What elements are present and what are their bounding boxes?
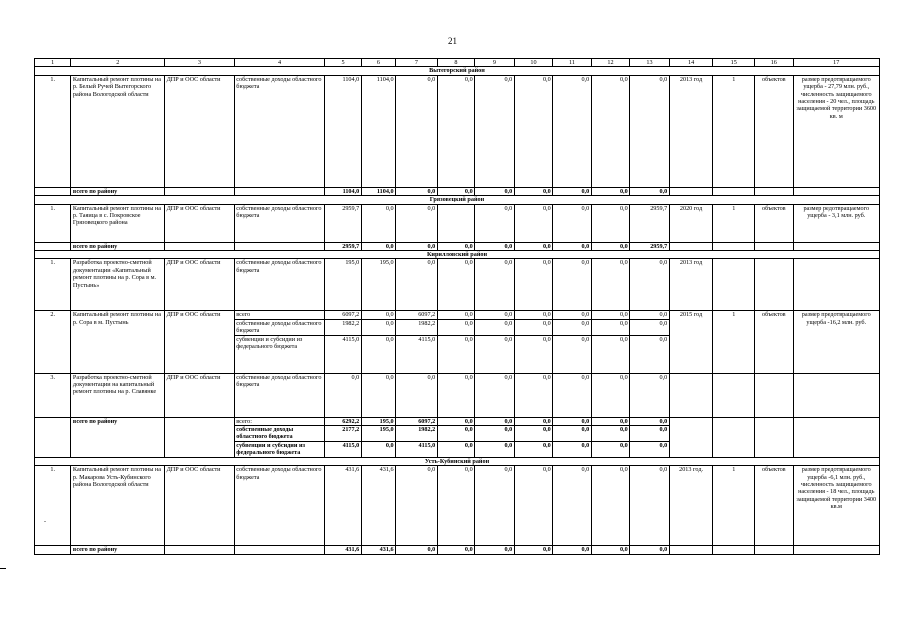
value-cell: 0,0 [553,204,592,242]
value-cell: 195,0 [361,259,395,311]
value-cell: 0,0 [630,546,670,554]
value-cell: 0,0 [591,311,630,319]
value-cell: 0,0 [553,311,592,319]
value-cell: 0,0 [437,426,474,442]
total-label: всего по району [71,187,165,195]
value-cell: 195,0 [325,259,361,311]
value-cell: 0,0 [361,373,395,417]
value-cell: 0,0 [514,204,553,242]
value-cell: 0,0 [361,319,395,335]
funding-source: всего: [234,417,325,425]
executor: ДПР и ООС области [165,259,235,311]
value-cell: 0,0 [437,373,474,417]
value-cell: 0,0 [475,466,515,546]
value-cell: 0,0 [630,187,670,195]
project-name: Капитальный ремонт плотины на р. Таяица в с. Покровское Грязовецкого района [71,204,165,242]
value-cell: 6097,2 [325,311,361,319]
value-cell: 0,0 [437,417,474,425]
value-cell: 4115,0 [325,441,361,457]
district-total-row [35,417,880,425]
value-cell: 0,0 [475,335,515,373]
value-cell: 0,0 [591,242,630,250]
value-cell: 2959,7 [630,242,670,250]
value-cell: 0,0 [396,242,438,250]
value-cell: 0,0 [396,259,438,311]
value-cell: 2959,7 [325,204,361,242]
value-cell: 0,0 [437,466,474,546]
value-cell: 0,0 [630,466,670,546]
value-cell: 0,0 [514,187,553,195]
value-cell: 6292,2 [325,417,361,425]
executor: ДПР и ООС области [165,204,235,242]
funding-source: субвенции и субсидии из федерального бюджета [234,441,325,457]
value-cell: 0,0 [514,242,553,250]
value-cell: 0,0 [553,75,592,187]
table-row [35,75,880,187]
value-cell: 0,0 [553,546,592,554]
indicator-cell: размер предотвращаемого ущерба -16,2 млн. руб. [793,311,879,373]
column-header: 9 [475,59,515,67]
value-cell: 6097,2 [396,417,438,425]
value-cell: 0,0 [325,373,361,417]
value-cell: 0,0 [514,335,553,373]
value-cell: 0,0 [514,441,553,457]
value-cell: 0,0 [514,373,553,417]
count-cell: 1 [713,311,755,373]
funding-source: собственные доходы областного бюджета [234,373,325,417]
table-row [35,259,880,311]
value-cell: 0,0 [514,311,553,319]
funding-source: собственные доходы областного бюджета [234,259,325,311]
value-cell: 0,0 [514,319,553,335]
row-number: 3. [35,373,71,417]
year-cell: 2020 год [669,204,713,242]
value-cell: 2959,7 [325,242,361,250]
value-cell: 4115,0 [396,335,438,373]
funding-source: субвенции и субсидии из федерального бюджета [234,335,325,373]
value-cell: 0,0 [630,311,670,319]
value-cell: 0,0 [475,441,515,457]
value-cell: 0,0 [630,259,670,311]
column-header: 10 [514,59,553,67]
executor: ДПР и ООС области [165,373,235,417]
value-cell: 0,0 [475,319,515,335]
value-cell: 0,0 [437,242,474,250]
value-cell: 0,0 [553,319,592,335]
funding-source: собственные доходы областного бюджета [234,319,325,335]
count-cell: 1 [713,204,755,242]
value-cell: 0,0 [437,75,474,187]
value-cell: 0,0 [553,242,592,250]
value-cell: 0,0 [553,466,592,546]
value-cell: 0,0 [514,426,553,442]
column-header: 8 [437,59,474,67]
value-cell: 1982,2 [396,319,438,335]
district-total-row [35,187,880,195]
value-cell: 0,0 [630,417,670,425]
value-cell: 0,0 [591,373,630,417]
column-header: 5 [325,59,361,67]
value-cell: 0,0 [475,242,515,250]
value-cell: 431,6 [325,466,361,546]
unit-cell: объектов [755,204,794,242]
value-cell: 0,0 [591,335,630,373]
column-header: 11 [553,59,592,67]
unit-cell: объектов [755,311,794,373]
value-cell: 0,0 [437,187,474,195]
value-cell: 0,0 [475,75,515,187]
value-cell: 195,0 [361,426,395,442]
table-row [35,466,880,546]
value-cell: 0,0 [630,75,670,187]
value-cell: 0,0 [553,373,592,417]
value-cell: 0,0 [591,417,630,425]
column-header: 6 [361,59,395,67]
column-header: 4 [234,59,325,67]
value-cell: 0,0 [553,441,592,457]
value-cell: 1982,2 [325,319,361,335]
value-cell: 0,0 [630,426,670,442]
funding-source: собственные доходы областного бюджета [234,75,325,187]
value-cell: 0,0 [591,426,630,442]
value-cell: 0,0 [591,319,630,335]
program-table [34,58,880,555]
row-number: 1. [35,75,71,187]
value-cell: 0,0 [591,546,630,554]
margin-line [0,568,6,569]
value-cell: 0,0 [475,426,515,442]
value-cell: 0,0 [514,466,553,546]
total-label: всего по району [71,242,165,250]
unit-cell: объектов [755,75,794,187]
value-cell: 4115,0 [396,441,438,457]
value-cell: 0,0 [437,546,474,554]
value-cell: 0,0 [475,546,515,554]
value-cell: 0,0 [514,546,553,554]
row-number: 1. [35,259,71,311]
column-header: 16 [755,59,794,67]
project-name: Капитальный ремонт плотины на р. Сора в м. Пустынь [71,311,165,373]
value-cell: 0,0 [514,75,553,187]
value-cell [437,204,474,242]
value-cell: 0,0 [396,204,438,242]
value-cell: 0,0 [396,75,438,187]
value-cell: 0,0 [437,441,474,457]
count-cell: 1 [713,75,755,187]
value-cell: 0,0 [361,242,395,250]
table-row [35,204,880,242]
project-name: Разработка проектно-сметной документации «Капитальный ремонт плотины на р. Сора в м. Пустынь» [71,259,165,311]
value-cell: 1104,0 [325,187,361,195]
value-cell: 0,0 [514,259,553,311]
year-cell: 2015 год [669,311,713,373]
value-cell: 431,6 [361,546,395,554]
row-number: 1. [35,466,71,546]
value-cell: 0,0 [396,466,438,546]
column-header: 17 [793,59,879,67]
stray-mark: . [44,515,46,524]
value-cell: 0,0 [553,259,592,311]
value-cell: 0,0 [591,187,630,195]
value-cell: 1982,2 [396,426,438,442]
executor: ДПР и ООС области [165,311,235,373]
value-cell: 0,0 [437,319,474,335]
district-total-row [35,242,880,250]
column-header: 1 [35,59,71,67]
value-cell: 1104,0 [361,187,395,195]
value-cell: 0,0 [553,187,592,195]
value-cell: 0,0 [553,417,592,425]
value-cell: 0,0 [396,373,438,417]
funding-source: собственные доходы областного бюджета [234,204,325,242]
total-label: всего по району [71,546,165,554]
value-cell: 0,0 [553,426,592,442]
value-cell: 0,0 [591,75,630,187]
value-cell: 1104,0 [325,75,361,187]
project-name: Капитальный ремонт плотины на р. Белый Ручей Вытегорского района Вологодской области [71,75,165,187]
project-name: Капитальный ремонт плотины на р. Макарова Усть-Кубинского района Вологодской области [71,466,165,546]
value-cell: 0,0 [591,441,630,457]
funding-source: всего [234,311,325,319]
value-cell: 4115,0 [325,335,361,373]
executor: ДПР и ООС области [165,466,235,546]
value-cell: 0,0 [361,335,395,373]
executor: ДПР и ООС области [165,75,235,187]
count-cell: 1 [713,466,755,546]
indicator-cell: размер предотвращаемого ущерба -6,1 млн. руб., численность защищаемого населения - 18 чел., площадь защищаемой территории 3400 кв.м [793,466,879,546]
value-cell: 0,0 [591,259,630,311]
row-number: 2. [35,311,71,373]
value-cell: 0,0 [475,417,515,425]
value-cell: 2177,2 [325,426,361,442]
value-cell: 0,0 [361,441,395,457]
table-row [35,373,880,417]
value-cell: 0,0 [361,204,395,242]
district-total-row [35,546,880,554]
indicator-cell: размер редотвращаемого ущерба - 3,1 млн. руб. [793,204,879,242]
value-cell: 195,0 [361,417,395,425]
indicator-cell: размер предотвращаемого ущерба - 27,79 млн. руб., численность защищаемого населения - 20 чел., площадь защищаемой территории 3600 кв. м [793,75,879,187]
column-header: 14 [669,59,713,67]
funding-source: собственные доходы областного бюджета [234,426,325,442]
column-header: 12 [591,59,630,67]
page-number: 21 [448,36,457,46]
value-cell: 0,0 [396,546,438,554]
value-cell: 0,0 [591,204,630,242]
value-cell: 2959,7 [630,204,670,242]
column-header: 7 [396,59,438,67]
value-cell: 0,0 [591,466,630,546]
district-heading: Вытегорский район [35,67,880,75]
column-number-row [35,59,880,67]
value-cell: 0,0 [514,417,553,425]
year-cell: 2013 год. [669,466,713,546]
value-cell: 0,0 [475,187,515,195]
year-cell: 2013 год [669,259,713,311]
value-cell: 0,0 [630,373,670,417]
value-cell: 0,0 [437,311,474,319]
value-cell: 1104,0 [361,75,395,187]
value-cell: 431,6 [325,546,361,554]
value-cell: 6097,2 [396,311,438,319]
column-header: 3 [165,59,235,67]
row-number: 1. [35,204,71,242]
table-row [35,311,880,319]
value-cell: 0,0 [475,311,515,319]
column-header: 13 [630,59,670,67]
value-cell: 0,0 [396,187,438,195]
value-cell: 0,0 [630,441,670,457]
value-cell: 0,0 [630,319,670,335]
funding-source: собственные доходы областного бюджета [234,466,325,546]
value-cell: 0,0 [437,259,474,311]
year-cell: 2013 год [669,75,713,187]
value-cell: 0,0 [475,259,515,311]
value-cell: 0,0 [437,335,474,373]
value-cell: 0,0 [361,311,395,319]
column-header: 2 [71,59,165,67]
value-cell: 431,6 [361,466,395,546]
column-header: 15 [713,59,755,67]
total-label: всего по району [71,417,165,457]
value-cell: 0,0 [475,204,515,242]
district-heading: Усть-Кубинский район [35,457,880,465]
district-heading: Кирилловский район [35,251,880,259]
value-cell: 0,0 [553,335,592,373]
project-name: Разработка проектно-сметной документации на капитальный ремонт плотины на р. Славянке [71,373,165,417]
unit-cell: объектов [755,466,794,546]
value-cell: 0,0 [630,335,670,373]
value-cell: 0,0 [475,373,515,417]
district-heading: Грязовецкий район [35,196,880,204]
